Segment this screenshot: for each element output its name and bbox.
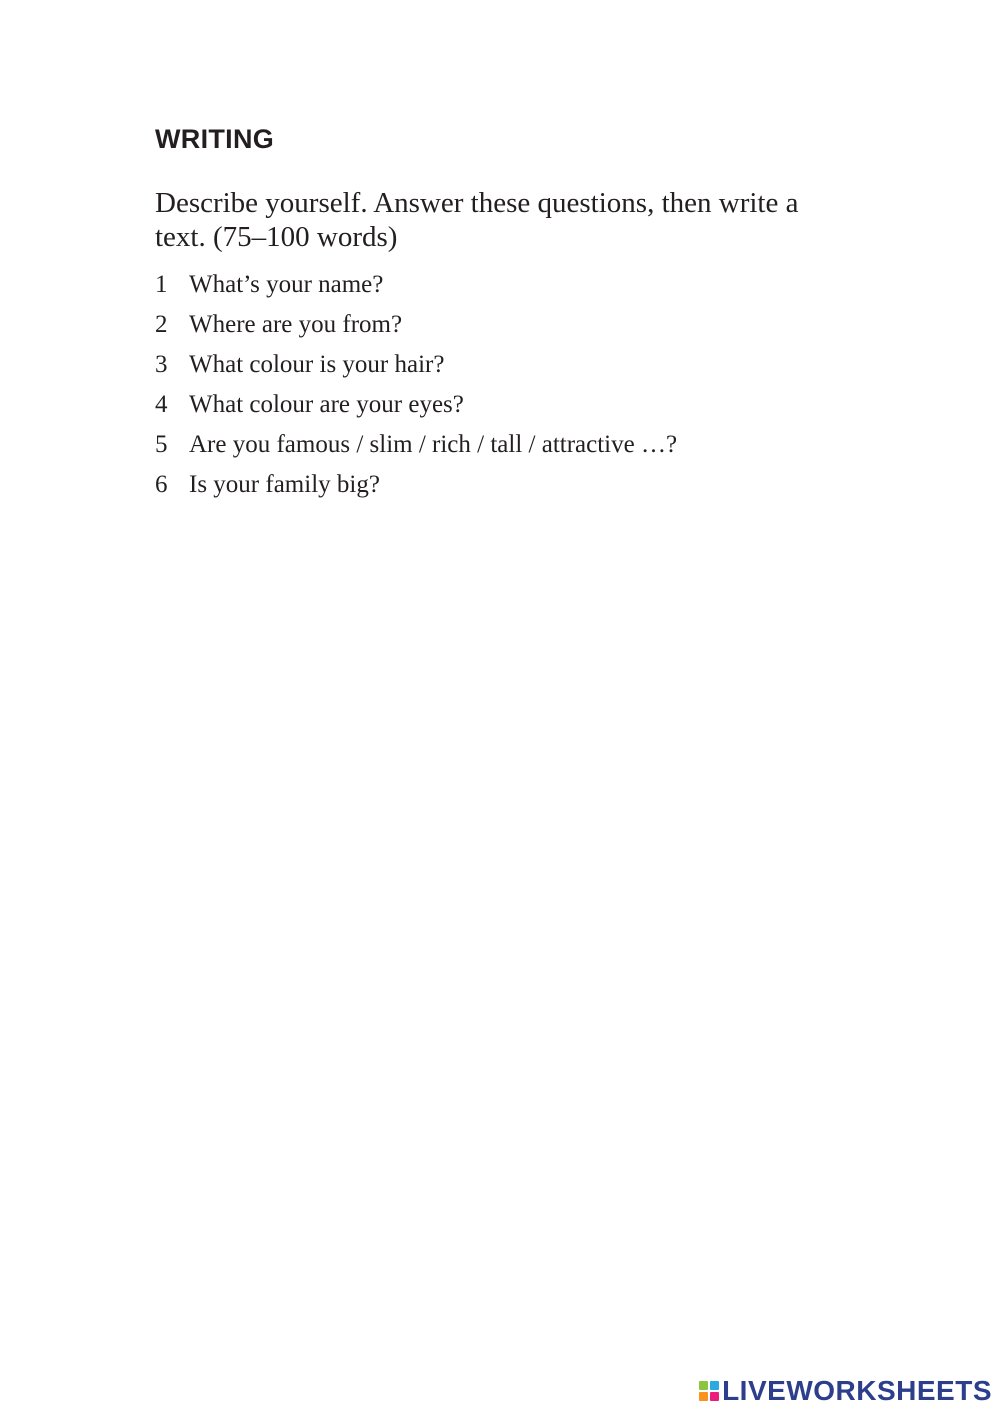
question-number: 4 bbox=[155, 391, 168, 418]
watermark-text: LIVEWORKSHEETS bbox=[722, 1375, 992, 1406]
question-item bbox=[155, 428, 677, 468]
question-number: 1 bbox=[155, 271, 168, 298]
question-number: 2 bbox=[155, 311, 168, 338]
question-list bbox=[155, 268, 677, 508]
question-item bbox=[155, 308, 677, 348]
liveworksheets-logo-icon bbox=[699, 1381, 719, 1401]
instructions-text: Describe yourself. Answer these questions, then write a text. (75–100 words) bbox=[155, 187, 799, 253]
question-text: What colour is your hair? bbox=[189, 351, 445, 378]
question-text: Where are you from? bbox=[189, 311, 403, 338]
question-text: Is your family big? bbox=[189, 471, 380, 498]
question-number: 5 bbox=[155, 431, 168, 458]
question-item bbox=[155, 348, 677, 388]
question-item bbox=[155, 388, 677, 428]
question-text: Are you famous / slim / rich / tall / attractive …? bbox=[189, 431, 678, 458]
question-number: 3 bbox=[155, 351, 168, 378]
question-text: What’s your name? bbox=[189, 271, 384, 298]
liveworksheets-watermark bbox=[699, 1373, 992, 1409]
question-item bbox=[155, 268, 677, 308]
section-heading: WRITING bbox=[155, 124, 275, 154]
question-item bbox=[155, 468, 677, 508]
question-text: What colour are your eyes? bbox=[189, 391, 464, 418]
question-number: 6 bbox=[155, 471, 168, 498]
